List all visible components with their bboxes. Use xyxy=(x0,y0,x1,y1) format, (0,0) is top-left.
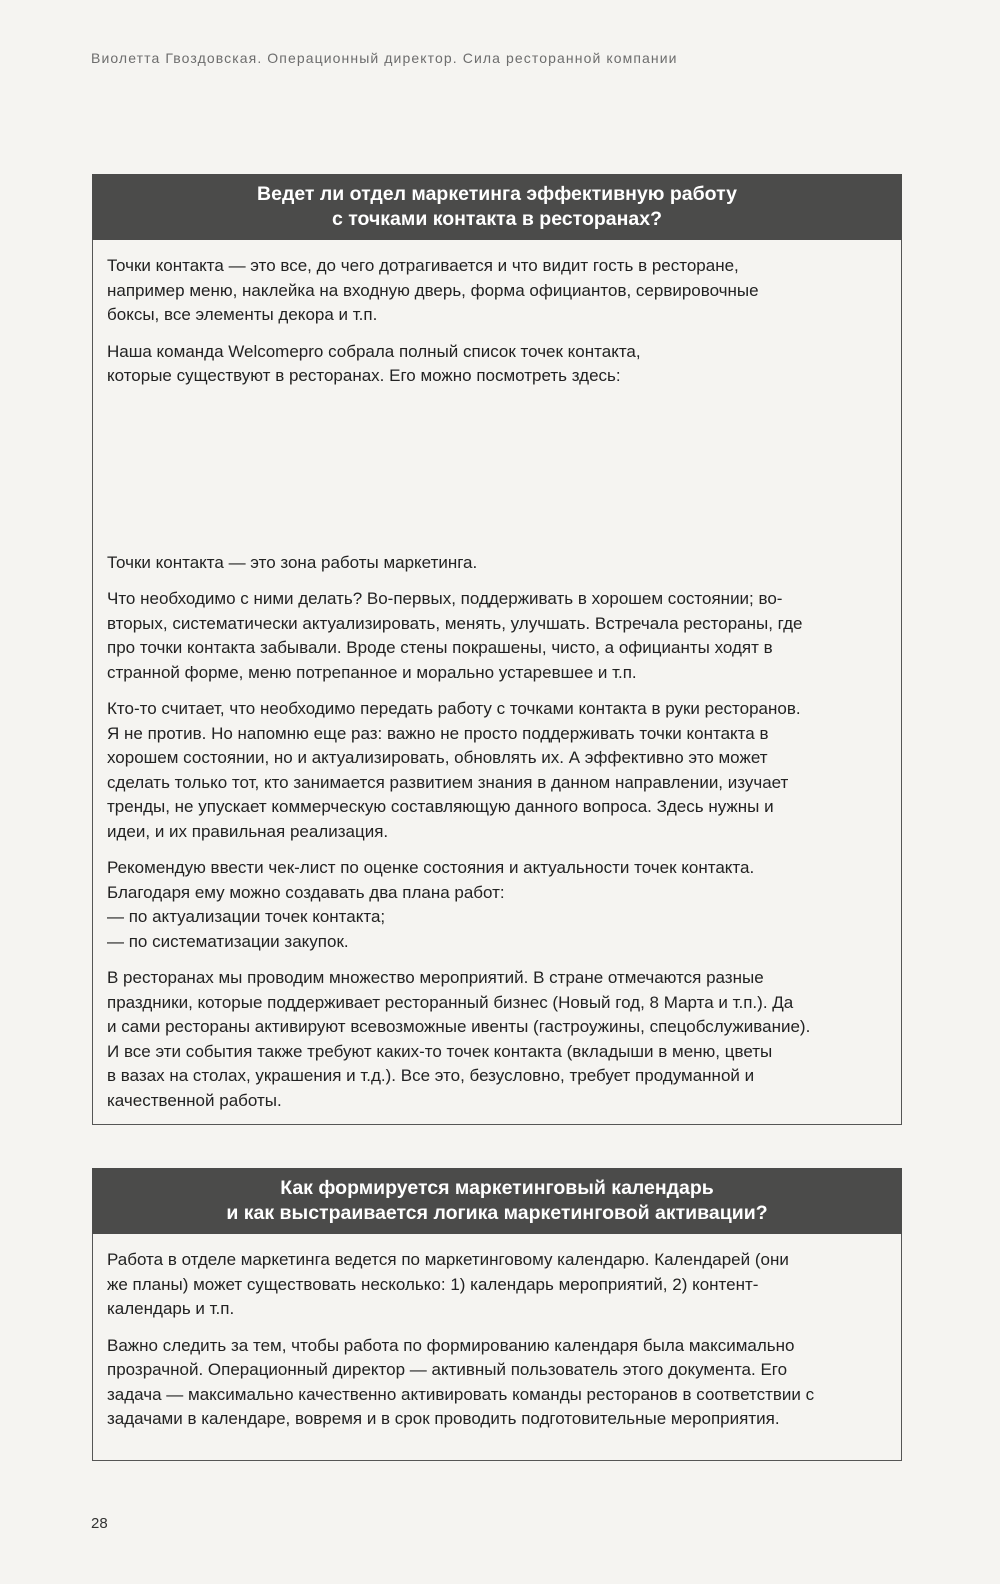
text-line: в вазах на столах, украшения и т.д.). Все это, безусловно, требует продуманной и xyxy=(107,1066,755,1085)
page-number: 28 xyxy=(91,1515,108,1532)
text-line: И все эти события также требуют каких-то точек контакта (вкладыши в меню, цветы xyxy=(107,1041,773,1061)
paragraph xyxy=(107,1334,887,1432)
section-1-title-line: с точками контакта в ресторанах? xyxy=(332,208,662,230)
text-line: сделать только тот, кто занимается развитием знания в данном направлении, изучает xyxy=(107,772,789,792)
text-line: про точки контакта забывали. Вроде стены покрашены, чисто, а официанты ходят в xyxy=(107,638,773,657)
section-2-body xyxy=(92,1234,902,1461)
text-line: Важно следить за тем, чтобы работа по формированию календаря была максимально xyxy=(107,1335,795,1355)
text-line: качественной работы. xyxy=(107,1090,282,1110)
text-line: вторых, систематически актуализировать, менять, улучшать. Встречала рестораны, где xyxy=(107,613,803,633)
blank-space xyxy=(107,401,887,551)
text-line: например меню, наклейка на входную дверь, форма официантов, сервировочные xyxy=(107,280,759,300)
text-line: задача — максимально качественно активировать команды ресторанов в соответствии с xyxy=(107,1384,815,1404)
text-line: Благодаря ему можно создавать два плана работ: xyxy=(107,882,505,902)
text-line: прозрачной. Операционный директор — активный пользователь этого документа. Его xyxy=(107,1360,788,1379)
paragraph xyxy=(107,254,887,328)
text-line: праздники, которые поддерживает ресторанный бизнес (Новый год, 8 Марта и т.п.). Да xyxy=(107,992,794,1012)
section-1-title-line: Ведет ли отдел маркетинга эффективную работу xyxy=(257,183,737,205)
running-head: Виолетта Гвоздовская. Операционный директор. Сила ресторанной компании xyxy=(91,50,678,66)
text-line: Рекомендую ввести чек-лист по оценке состояния и актуальности точек контакта. xyxy=(107,858,755,877)
text-line: Наша команда Welcomepro собрала полный список точек контакта, xyxy=(107,341,641,361)
text-line: календарь и т.п. xyxy=(107,1299,235,1318)
text-line: и сами рестораны активируют всевозможные ивенты (гастроужины, спецобслуживание). xyxy=(107,1017,811,1036)
paragraph xyxy=(107,856,887,954)
text-line: задачами в календаре, вовремя и в срок проводить подготовительные мероприятия. xyxy=(107,1409,780,1428)
text-line: хорошем состоянии, но и актуализировать, обновлять их. А эффективно это может xyxy=(107,748,768,767)
text-line: Точки контакта — это все, до чего дотрагивается и что видит гость в ресторане, xyxy=(107,256,739,275)
section-2-title xyxy=(92,1168,902,1234)
paragraph xyxy=(107,697,887,844)
paragraph xyxy=(107,551,887,576)
paragraph xyxy=(107,966,887,1113)
text-line: Я не против. Но напомню еще раз: важно не просто поддерживать точки контакта в xyxy=(107,723,769,743)
paragraph xyxy=(107,1248,887,1322)
text-line: — по актуализации точек контакта; xyxy=(107,907,386,926)
text-line: же планы) может существовать несколько: 1) календарь мероприятий, 2) контент- xyxy=(107,1274,759,1294)
text-line: которые существуют в ресторанах. Его можно посмотреть здесь: xyxy=(107,366,621,385)
text-line: Кто-то считает, что необходимо передать работу с точками контакта в руки ресторанов. xyxy=(107,699,801,718)
section-2-title-line: и как выстраивается логика маркетинговой активации? xyxy=(226,1202,768,1224)
text-line: — по систематизации закупок. xyxy=(107,931,349,951)
text-line: боксы, все элементы декора и т.п. xyxy=(107,305,378,324)
text-line: идеи, и их правильная реализация. xyxy=(107,821,389,841)
section-2-title-line: Как формируется маркетинговый календарь xyxy=(280,1177,714,1199)
section-1-title xyxy=(92,174,902,240)
text-line: странной форме, меню потрепанное и морально устаревшее и т.п. xyxy=(107,662,637,682)
text-line: Точки контакта — это зона работы маркетинга. xyxy=(107,552,478,572)
text-line: Что необходимо с ними делать? Во-первых, поддерживать в хорошем состоянии; во- xyxy=(107,589,783,608)
section-1-body xyxy=(92,240,902,1125)
text-line: Работа в отделе маркетинга ведется по маркетинговому календарю. Календарей (они xyxy=(107,1250,789,1269)
text-line: тренды, не упускает коммерческую составляющую данного вопроса. Здесь нужны и xyxy=(107,797,774,816)
paragraph xyxy=(107,340,887,389)
text-line: В ресторанах мы проводим множество мероприятий. В стране отмечаются разные xyxy=(107,968,764,987)
paragraph xyxy=(107,587,887,685)
